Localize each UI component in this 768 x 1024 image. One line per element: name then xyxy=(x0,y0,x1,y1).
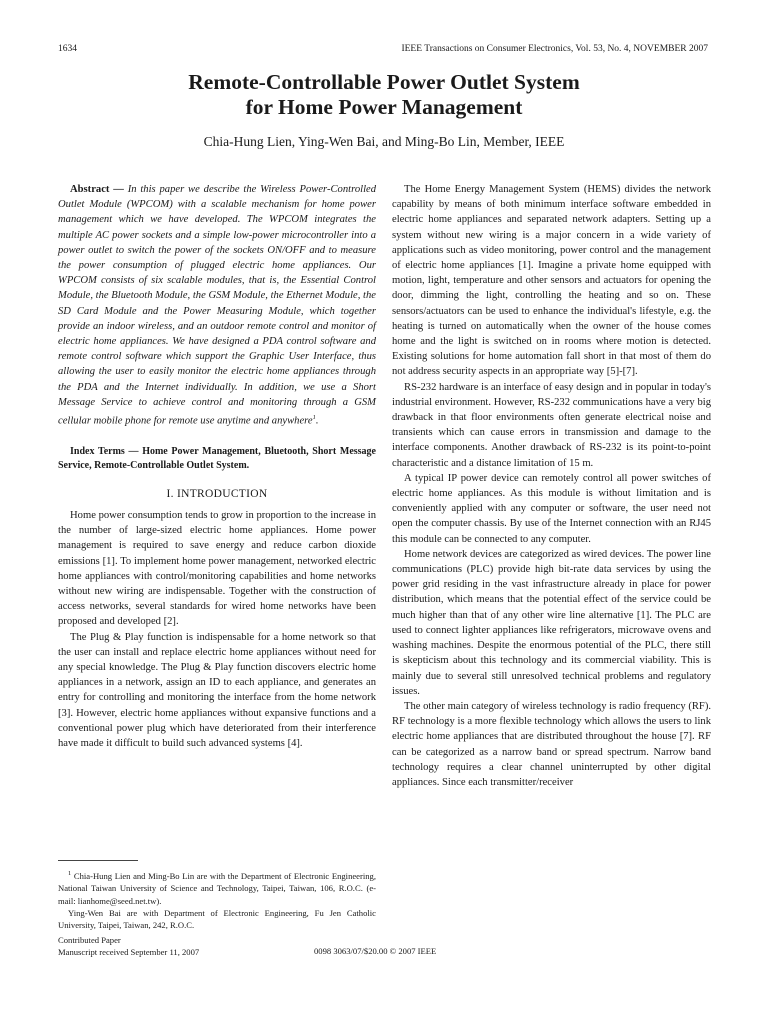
footnote-mark: 1 xyxy=(68,870,72,877)
footnote-separator xyxy=(58,860,138,861)
abstract-footnote-mark: 1 xyxy=(312,414,316,422)
body-paragraph: The other main category of wireless technology is radio frequency (RF). RF technology is a more flexible technology which allows the users to link electric home appliances that are distributed throughout the house [7]. RF can be categorized as a narrow band or spread spectrum. Narrow band technology requires a clear channel uninterrupted by other digital appliances. Since each transmitter/receiver xyxy=(392,700,711,788)
manuscript-info xyxy=(58,934,199,958)
title-line-2: for Home Power Management xyxy=(245,95,523,119)
author-list: Chia-Hung Lien, Ying-Wen Bai, and Ming-Bo Lin, Member, IEEE xyxy=(203,134,565,149)
section-heading-introduction: I. INTRODUCTION xyxy=(166,487,268,500)
paper-title xyxy=(0,70,768,120)
body-paragraph: The Plug & Play function is indispensable for a home network so that the user can install and replace electric home appliances without need for any special knowledge. The Plug & Play function discovers electric home appliances in a network, assign an ID to each appliance, and generates an entry for controlling and monitoring the interface from the home network [3]. However, electric home appliances without expansive functions and a conventional power plug which have deteriorated from their interference have made it difficult to build such advanced systems [4]. xyxy=(58,631,376,750)
body-paragraph: Home power consumption tends to grow in proportion to the increase in the number of large-sized electric home appliances. Home power management is required to save energy and reduce carbon dioxide emissions [1]. To implement home power management, networked electric home appliances with control/monitoring capabilities and home networks without new wiring are indispensable. Together with the construction of access networks, several standards for wired home networks have been proposed and developed [2]. xyxy=(58,509,376,628)
body-paragraph: Home network devices are categorized as wired devices. The power line communications (PLC) provide high bit-rate data services by using the power grid residing in the vast infrastructure already in place for power distribution, which means that the potential effect of the service could be much higher than that of any other wire line alternative [1]. The PLC are used to connect lighter appliances like refrigerators, microwave ovens and washing machines. Despite the enormous potential of the PLC, there still is skepticism about this technology and its commercial viability. This is mainly due to several still unresolved technical problems and regulatory issues. xyxy=(392,548,711,697)
footnote-paragraph-2: Ying-Wen Bai are with Department of Electronic Engineering, Fu Jen Catholic University, Taipei, Taiwan, 242, R.O.C. xyxy=(58,908,376,931)
page-number: 1634 xyxy=(58,44,77,54)
footnote-paragraph-1 xyxy=(58,868,376,907)
title-line-1: Remote-Controllable Power Outlet System xyxy=(188,70,580,94)
author-footnote xyxy=(58,868,376,932)
body-paragraph: RS-232 hardware is an interface of easy design and in popular in today's industrial environment. However, RS-232 communications have a very big drawback in that floor environments often generate electrical noise and transients which can cause errors in transmission and damage to the interface components. Another drawback of RS-232 is its point-to-point characteristic and a distance limitation of 15 m. xyxy=(392,381,711,469)
abstract-dash: — xyxy=(109,184,128,195)
abstract-end: . xyxy=(315,415,319,427)
manuscript-received: Manuscript received September 11, 2007 xyxy=(58,947,200,957)
abstract-text: In this paper we describe the Wireless Power-Controlled Outlet Module (WPCOM) with a scalable mechanism for home power management which we have developed. The WPCOM integrates the multiple AC power sockets and a simple low-power microcontroller into a power outlet to switch the power of the sockets ON/OFF and to measure the power consumption of plugged electric home appliances. Our WPCOM consists of six scalable modules, that is, the Essential Control Module, the Bluetooth Module, the GSM Module, the Ethernet Module, the SD Card Module and the Power Measuring Module, which together provide an indoor wireless, and an outdoor remote control and monitor of electric home appliances. We have designed a PDA control software and remote control software which support the Graphic User Interface, thus allowing the user to easily monitor the electric home appliances through the PDA and the Internet individually. In addition, we use a Short Message Service to achieve control and monitoring through a GSM cellular mobile phone for remote use anytime and anywhere xyxy=(58,184,377,427)
footnote-text-1: Chia-Hung Lien and Ming-Bo Lin are with the Department of Electronic Engineering, National Taiwan University of Science and Technology, Taipei, Taiwan, 106, R.O.C. (e-mail: lianhome@seed.net.tw). xyxy=(58,870,376,906)
index-terms: Index Terms — Home Power Management, Bluetooth, Short Message Service, Remote-Controllable Outlet System. xyxy=(58,445,376,471)
contributed-paper-label: Contributed Paper xyxy=(58,935,121,945)
body-paragraph: A typical IP power device can remotely control all power switches of electric home appliances. As this module is without limitation and is conveniently applied with any computer or software, the user need not open the computer chassis. By use of the Internet connection with an RJ45 this module can be connected to any computer. xyxy=(392,472,711,545)
left-column xyxy=(58,182,376,751)
journal-header: IEEE Transactions on Consumer Electronics, Vol. 53, No. 4, NOVEMBER 2007 xyxy=(401,44,708,54)
body-paragraph: The Home Energy Management System (HEMS) divides the network capability by means of both minimum interface software embedded in electric home appliances and separated network adapters. Setting up a system without new wiring is a major concern in a wide variety of applications such as video monitoring, power control and the management of electric home appliances [1]. Imagine a private home equipped with motion, light, temperature and other sensors and actuators for opening the door, dimming the light, controlling the heating and so on. These sensors/actuators can be used to enhance the individual's lifestyle, e.g. the heating is turned on automatically when the owner of the house comes home and the light is switched on in rooms where motion is detected. Existing solutions for home automation fall short in that most of them do not address security aspects in an appropriate way [5]-[7]. xyxy=(392,184,711,378)
copyright-line: 0098 3063/07/$20.00 © 2007 IEEE xyxy=(314,946,437,956)
abstract xyxy=(58,182,376,429)
abstract-label: Abstract xyxy=(70,184,110,195)
right-column xyxy=(392,182,711,790)
